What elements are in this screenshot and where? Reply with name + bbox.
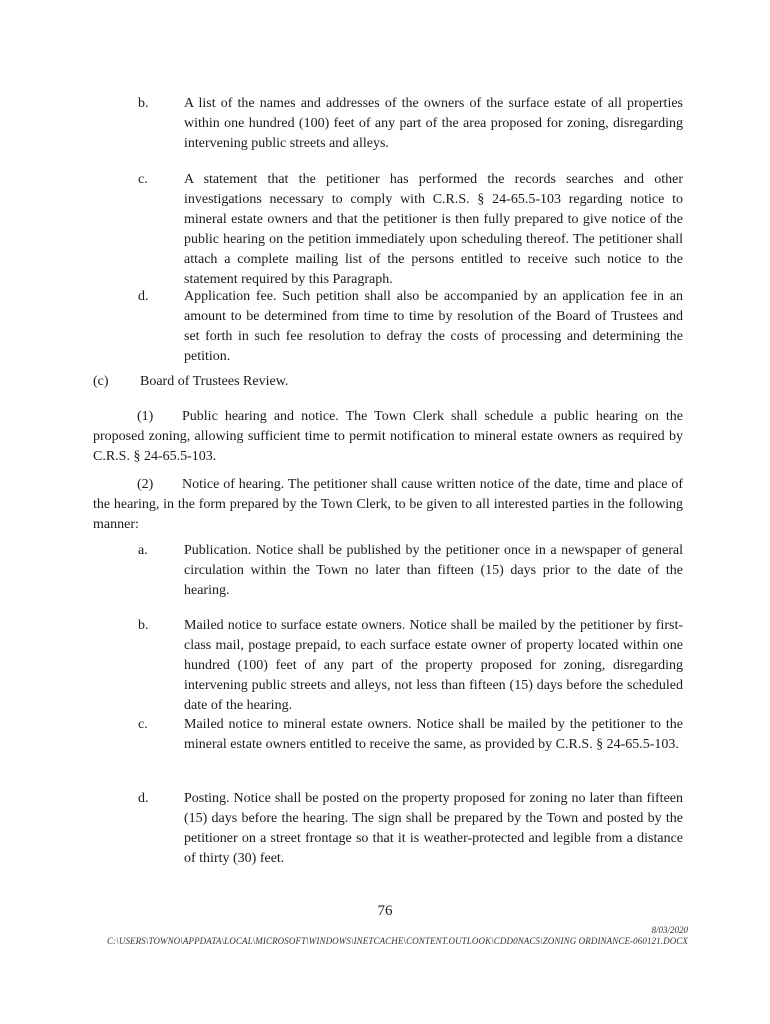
paragraph [93, 407, 683, 467]
item-marker: c. [138, 717, 148, 732]
paragraph-number: (1) [137, 409, 154, 424]
footer-file-path: C:\USERS\TOWNO\APPDATA\LOCAL\MICROSOFT\WINDOWS\INETCACHE\CONTENT.OUTLOOK\CDD0NAC5\ZONING ORDINANCE-060121.DOCX [107, 936, 688, 946]
item-marker: d. [138, 289, 149, 304]
item-marker: c. [138, 172, 148, 187]
list-item [138, 789, 683, 869]
item-text: Posting. Notice shall be posted on the property proposed for zoning no later than fifteen (15) days before the hearing. The sign shall be prepared by the Town and posted by the petitioner on a street frontage so that it is weather-protected and legible from a distance of thirty (30) feet. [184, 791, 683, 866]
list-item [138, 287, 683, 367]
list-item [138, 94, 683, 154]
paragraph [93, 475, 683, 535]
list-item [138, 170, 683, 290]
section-marker: (c) [93, 374, 109, 389]
item-marker: a. [138, 543, 148, 558]
section-heading [93, 372, 288, 392]
list-item [138, 616, 683, 716]
item-text: A statement that the petitioner has performed the records searches and other investigations necessary to comply with C.R.S. § 24-65.5-103 regarding notice to mineral estate owners and that the petitioner is then fully prepared to give notice of the public hearing on the petition immediately upon scheduling thereof. The petitioner shall attach a complete mailing list of the persons entitled to receive such notice to the statement required by this Paragraph. [184, 172, 683, 287]
item-text: Mailed notice to mineral estate owners. Notice shall be mailed by the petitioner to the mineral estate owners entitled to receive the same, as provided by C.R.S. § 24-65.5-103. [184, 717, 683, 752]
item-text: Mailed notice to surface estate owners. Notice shall be mailed by the petitioner by first-class mail, postage prepaid, to each surface estate owner of property located within one hundred (100) feet of any part of the property proposed for zoning, disregarding intervening public streets and alleys, not less than fifteen (15) days before the scheduled date of the hearing. [184, 618, 683, 713]
page-number: 76 [377, 903, 393, 919]
section-title: Board of Trustees Review. [140, 374, 289, 389]
footer-date: 8/03/2020 [651, 925, 688, 935]
item-text: Publication. Notice shall be published by the petitioner once in a newspaper of general circulation within the Town no later than fifteen (15) days prior to the date of the hearing. [184, 543, 683, 598]
paragraph-number: (2) [137, 477, 154, 492]
item-marker: b. [138, 618, 149, 633]
list-item [138, 541, 683, 601]
list-item [138, 715, 683, 755]
item-text: A list of the names and addresses of the owners of the surface estate of all properties within one hundred (100) feet of any part of the area proposed for zoning, disregarding intervening public streets and alleys. [184, 96, 683, 151]
paragraph-text: Notice of hearing. The petitioner shall cause written notice of the date, time and place of the hearing, in the form prepared by the Town Clerk, to be given to all interested parties in the following manner: [93, 477, 683, 532]
paragraph-text: Public hearing and notice. The Town Clerk shall schedule a public hearing on the proposed zoning, allowing sufficient time to permit notification to mineral estate owners as required by C.R.S. § 24-65.5-103. [93, 409, 683, 464]
item-text: Application fee. Such petition shall also be accompanied by an application fee in an amount to be determined from time to time by resolution of the Board of Trustees and set forth in such fee resolution to defray the costs of processing and determining the petition. [184, 289, 683, 364]
item-marker: b. [138, 96, 149, 111]
item-marker: d. [138, 791, 149, 806]
